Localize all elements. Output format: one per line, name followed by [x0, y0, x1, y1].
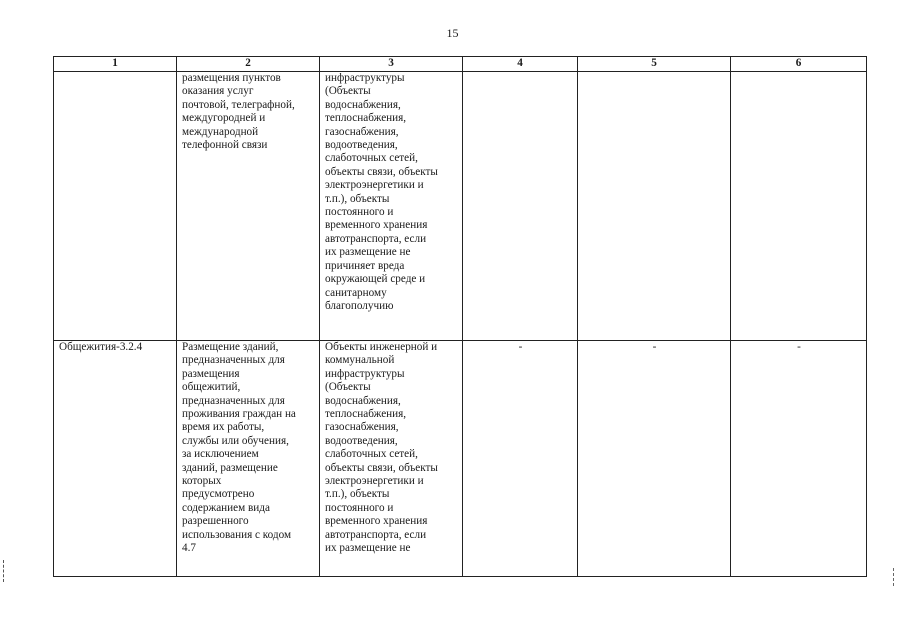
table-header-row: [54, 57, 867, 72]
table-cell-usage-description: размещения пунктов оказания услуг почтовой, телеграфной, междугородней и международной телефонной связи: [177, 72, 320, 341]
column-header-1: 1: [54, 57, 177, 72]
table-cell-col4: [463, 72, 578, 341]
table-cell-usage-description: Размещение зданий, предназначенных для размещения общежитий, предназначенных для проживания граждан на время их работы, службы или обучения, за исключением зданий, размещение которых предусмотрено содержанием вида разрешенного использования с кодом 4.7: [177, 341, 320, 577]
table-cell-usage-name: [54, 72, 177, 341]
table-cell-col5: [578, 72, 731, 341]
table-cell-auxiliary-usage: инфраструктуры (Объекты водоснабжения, теплоснабжения, газоснабжения, водоотведения, слаботочных сетей, объекты связи, объекты электроэнергетики и т.п.), объекты постоянного и временного хранения автотранспорта, если их размещение не причиняет вреда окружающей среде и санитарному благополучию: [320, 72, 463, 341]
table-cell-col6: [731, 72, 867, 341]
scan-edge-mark-right: [893, 568, 896, 586]
column-header-5: 5: [578, 57, 731, 72]
page-number: 15: [446, 26, 459, 40]
regulations-table: [53, 56, 867, 577]
table-row: [54, 72, 867, 341]
table-cell-col5: -: [578, 341, 731, 577]
table-row: [54, 341, 867, 577]
column-header-4: 4: [463, 57, 578, 72]
column-header-2: 2: [177, 57, 320, 72]
table-cell-col6: -: [731, 341, 867, 577]
table-cell-col4: -: [463, 341, 578, 577]
scan-edge-mark: [3, 560, 7, 582]
column-header-3: 3: [320, 57, 463, 72]
table-cell-auxiliary-usage: Объекты инженерной и коммунальной инфраструктуры (Объекты водоснабжения, теплоснабжения, газоснабжения, водоотведения, слаботочных сетей, объекты связи, объекты электроэнергетики и т.п.), объекты постоянного и временного хранения автотранспорта, если их размещение не: [320, 341, 463, 577]
table-cell-usage-name: Общежития-3.2.4: [54, 341, 177, 577]
column-header-6: 6: [731, 57, 867, 72]
